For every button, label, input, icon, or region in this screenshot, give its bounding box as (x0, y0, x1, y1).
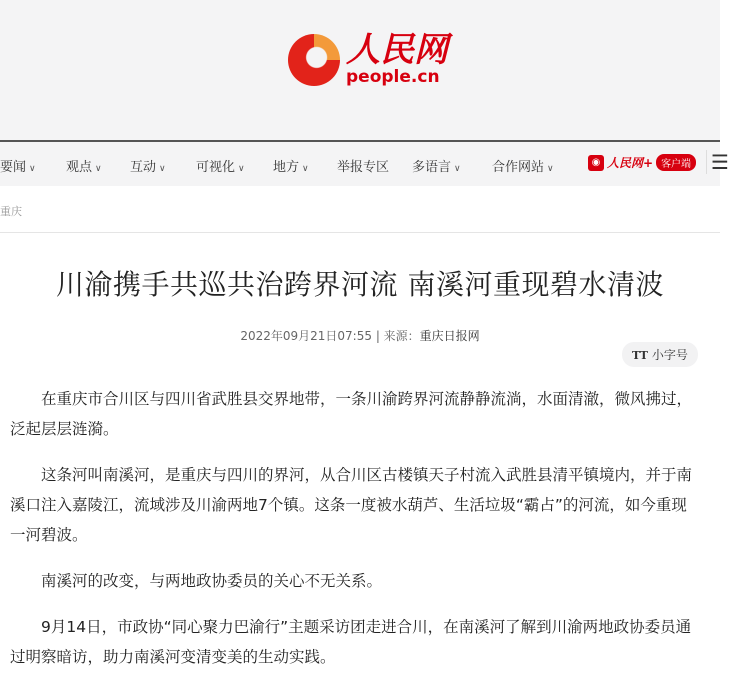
nav-label: 互动 (130, 160, 157, 175)
app-download-link[interactable] (588, 154, 696, 171)
paragraph: 在重庆市合川区与四川省武胜县交界地带，一条川渝跨界河流静静流淌，水面清澈，微风拂过，泛起层层涟漪。 (10, 390, 693, 438)
source-label: | 来源： (375, 329, 420, 343)
nav-label: 举报专区 (337, 160, 390, 175)
chevron-down-icon: ∨ (95, 164, 102, 174)
nav-item-visual[interactable] (196, 156, 245, 175)
chevron-down-icon: ∨ (29, 164, 36, 174)
breadcrumb-link[interactable]: 重庆 (0, 205, 22, 218)
article-body (10, 384, 700, 688)
main-nav (0, 142, 729, 186)
source-link[interactable]: 重庆日报网 (419, 329, 480, 343)
paragraph: 9月14日，市政协“同心聚力巴渝行”主题采访团走进合川，在南溪河了解到川渝两地政协委员通过明察暗访，助力南溪河变清变美的生动实践。 (10, 618, 692, 666)
nav-label: 要闻 (0, 160, 27, 175)
nav-label: 合作网站 (492, 160, 545, 175)
paragraph: 这条河叫南溪河，是重庆与四川的界河，从合川区古楼镇天子村流入武胜县清平镇境内，并于南溪口注入嘉陵江，流域涉及川渝两地7个镇。这条一度被水葫芦、生活垃圾“霸占”的河流，如今重现一河碧波。 (10, 466, 693, 544)
logo-chinese: 人民网 (346, 30, 448, 70)
nav-item-languages[interactable] (412, 156, 461, 175)
article-title: 川渝携手共巡共治跨界河流 南溪河重现碧水清波 (56, 268, 664, 301)
font-size-label: 小字号 (651, 348, 688, 362)
nav-item-interact[interactable] (130, 156, 166, 175)
app-logo-icon: ◉ (588, 155, 604, 171)
menu-icon[interactable]: ☰ (706, 150, 729, 174)
font-size-icon: TT (632, 349, 648, 362)
app-badge: 客户端 (656, 154, 696, 171)
nav-label: 地方 (273, 160, 300, 175)
chevron-down-icon: ∨ (159, 164, 166, 174)
paragraph: 南溪河的改变，与两地政协委员的关心不无关系。 (41, 572, 383, 590)
nav-label: 可视化 (196, 160, 236, 175)
breadcrumb (0, 186, 720, 233)
app-label: 人民网+ (607, 156, 654, 170)
people-cn-logo[interactable] (288, 30, 448, 87)
publish-datetime: 2022年09月21日07:55 (240, 329, 372, 343)
site-header (0, 0, 720, 142)
logo-emblem-icon (288, 34, 340, 86)
nav-item-local[interactable] (273, 156, 309, 175)
chevron-down-icon: ∨ (238, 164, 245, 174)
nav-item-news[interactable] (0, 156, 36, 175)
chevron-down-icon: ∨ (547, 164, 554, 174)
nav-item-partners[interactable] (492, 156, 554, 175)
article-meta (0, 327, 720, 344)
nav-item-opinion[interactable] (66, 156, 102, 175)
chevron-down-icon: ∨ (454, 164, 461, 174)
nav-label: 观点 (66, 160, 93, 175)
font-size-toggle-button[interactable] (622, 342, 698, 367)
chevron-down-icon: ∨ (302, 164, 309, 174)
nav-label: 多语言 (412, 160, 452, 175)
logo-english: people.cn (346, 67, 440, 87)
nav-item-report[interactable] (337, 156, 389, 175)
